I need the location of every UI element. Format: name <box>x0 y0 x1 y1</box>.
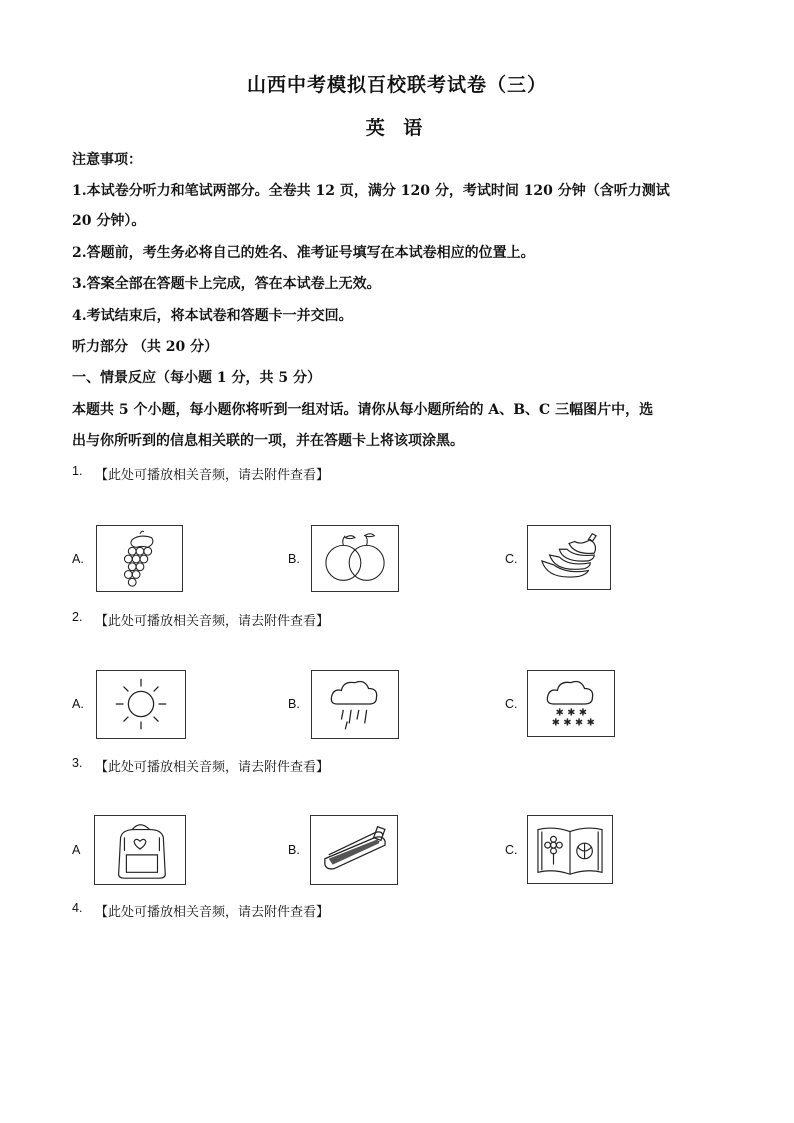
svg-text:✱: ✱ <box>586 717 595 729</box>
option-image-grapes[interactable] <box>96 525 183 592</box>
grapes-icon <box>97 526 182 591</box>
option-label: A <box>72 843 81 857</box>
notes-item-3: 3.答案全部在答题卡上完成，答在本试卷上无效。 <box>72 276 381 292</box>
option-image-oranges[interactable] <box>311 525 399 592</box>
exam-title: 山西中考模拟百校联考试卷（三） <box>246 74 547 96</box>
svg-text:✱: ✱ <box>574 717 584 729</box>
subject-title: 英 语 <box>365 117 429 139</box>
question-number: 1. <box>72 464 83 478</box>
sun-icon <box>97 671 185 738</box>
audio-placeholder-text[interactable]: 【此处可播放相关音频，请去附件查看】 <box>95 760 330 775</box>
audio-placeholder-text[interactable]: 【此处可播放相关音频，请去附件查看】 <box>95 468 330 483</box>
instructions-line-1: 本题共 5 个小题，每小题你将听到一组对话。请你从每小题所给的 A、B、C 三幅图片中，选 <box>72 402 654 418</box>
option-image-bananas[interactable] <box>527 525 611 590</box>
question-number: 2. <box>72 610 83 624</box>
section-1-heading: 一、情景反应（每小题 1 分，共 5 分） <box>72 370 321 386</box>
svg-text:✱: ✱ <box>567 707 576 719</box>
svg-text:✱: ✱ <box>578 707 587 719</box>
notes-item-2: 2.答题前，考生务必将自己的姓名、准考证号填写在本试卷相应的位置上。 <box>72 245 535 261</box>
oranges-icon <box>312 526 398 591</box>
bananas-icon <box>528 526 610 589</box>
option-label: C. <box>505 697 518 711</box>
option-label: A. <box>72 552 84 566</box>
option-image-backpack[interactable] <box>94 815 186 885</box>
instructions-line-2: 出与你所听到的信息相关联的一项，并在答题卡上将该项涂黑。 <box>72 433 464 449</box>
option-image-book[interactable] <box>527 815 613 884</box>
notes-heading: 注意事项： <box>72 152 142 168</box>
snow-cloud-icon <box>528 671 614 736</box>
notes-item-4: 4.考试结束后，将本试卷和答题卡一并交回。 <box>72 308 353 324</box>
listening-heading: 听力部分 （共 20 分） <box>72 339 219 355</box>
option-image-snow[interactable] <box>527 670 615 737</box>
option-image-rain[interactable] <box>311 670 399 739</box>
book-icon <box>528 816 612 883</box>
notes-item-1: 1.本试卷分听力和笔试两部分。全卷共 12 页，满分 120 分，考试时间 120 分钟（含听力测试 <box>72 183 670 199</box>
option-label: C. <box>505 843 518 857</box>
svg-text:✱: ✱ <box>555 707 564 719</box>
option-image-pencil-case[interactable] <box>310 815 398 885</box>
question-number: 4. <box>72 901 83 915</box>
backpack-icon <box>95 816 185 884</box>
option-label: C. <box>505 552 518 566</box>
svg-text:✱: ✱ <box>563 717 572 729</box>
svg-text:✱: ✱ <box>551 717 560 729</box>
option-image-sun[interactable] <box>96 670 186 739</box>
notes-item-1-cont: 20 分钟）。 <box>72 213 146 229</box>
option-label: B. <box>288 552 300 566</box>
audio-placeholder-text[interactable]: 【此处可播放相关音频，请去附件查看】 <box>95 905 330 920</box>
pencil-case-icon <box>311 816 397 884</box>
audio-placeholder-text[interactable]: 【此处可播放相关音频，请去附件查看】 <box>95 614 330 629</box>
question-number: 3. <box>72 756 83 770</box>
option-label: B. <box>288 697 300 711</box>
option-label: B. <box>288 843 300 857</box>
rain-cloud-icon <box>312 671 398 738</box>
option-label: A. <box>72 697 84 711</box>
